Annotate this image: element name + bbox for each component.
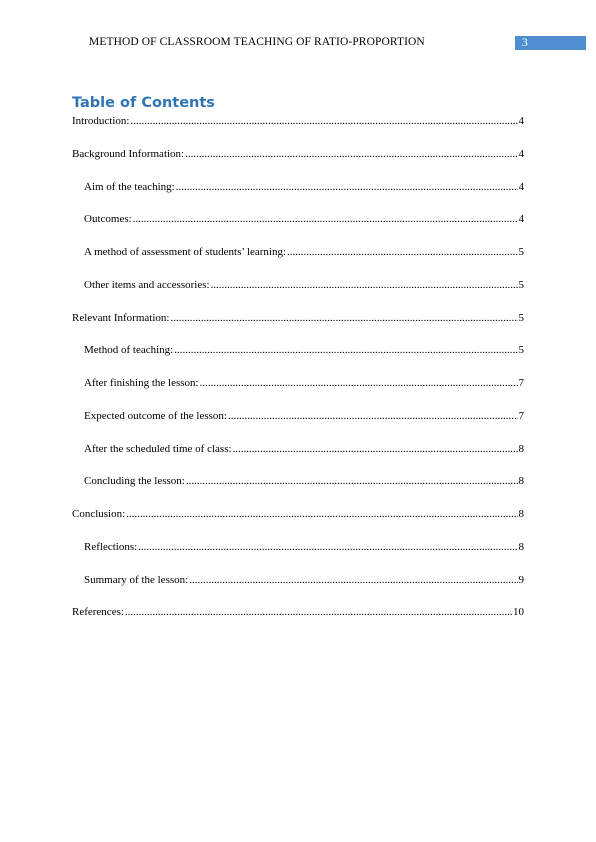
toc-dot-leader bbox=[233, 441, 518, 457]
toc-dot-leader bbox=[186, 473, 518, 489]
toc-entry-page: 8 bbox=[518, 540, 524, 553]
toc-entry-page: 7 bbox=[518, 409, 524, 422]
toc-dot-leader bbox=[200, 375, 518, 391]
toc-entry-label: Background Information: bbox=[72, 147, 185, 160]
toc-dot-leader bbox=[228, 408, 518, 424]
toc-entry-after-finishing[interactable] bbox=[72, 375, 524, 408]
toc-dot-leader bbox=[185, 146, 517, 162]
toc-entry-page: 4 bbox=[518, 213, 524, 226]
page-number-badge: 3 bbox=[515, 36, 586, 50]
toc-entry-aim-of-the-teaching[interactable] bbox=[72, 179, 524, 212]
toc-entry-label: Concluding the lesson: bbox=[84, 475, 185, 488]
toc-entry-page: 4 bbox=[518, 115, 524, 127]
toc-entry-label: Other items and accessories: bbox=[84, 278, 210, 291]
toc-entry-after-scheduled-time[interactable] bbox=[72, 441, 524, 474]
toc-entry-expected-outcome[interactable] bbox=[72, 408, 524, 441]
toc-dot-leader bbox=[174, 342, 517, 358]
toc-entry-label: After the scheduled time of class: bbox=[84, 442, 232, 455]
toc-entry-label: Aim of the teaching: bbox=[84, 180, 175, 193]
toc-dot-leader bbox=[133, 211, 518, 227]
toc-dot-leader bbox=[287, 244, 517, 260]
toc-entry-assessment-method[interactable] bbox=[72, 244, 524, 277]
toc-entry-label: Summary of the lesson: bbox=[84, 573, 189, 586]
toc-entry-conclusion[interactable] bbox=[72, 506, 524, 539]
toc-dot-leader bbox=[170, 310, 517, 326]
toc-entry-label: Reflections: bbox=[84, 540, 138, 553]
toc-entry-concluding-lesson[interactable] bbox=[72, 473, 524, 506]
toc-entry-page: 5 bbox=[518, 311, 524, 324]
toc-entry-label: Expected outcome of the lesson: bbox=[84, 409, 227, 422]
toc-entry-label: After finishing the lesson: bbox=[84, 377, 199, 389]
toc-dot-leader bbox=[130, 113, 517, 129]
toc-entry-label: References: bbox=[72, 606, 124, 619]
toc-entry-page: 8 bbox=[518, 475, 524, 488]
toc-entry-other-items[interactable] bbox=[72, 277, 524, 310]
toc-entry-outcomes[interactable] bbox=[72, 211, 524, 244]
toc-entry-background-information[interactable] bbox=[72, 146, 524, 179]
table-of-contents bbox=[72, 113, 524, 637]
toc-entry-references[interactable] bbox=[72, 604, 524, 637]
toc-entry-label: Outcomes: bbox=[84, 213, 132, 226]
toc-entry-page: 4 bbox=[518, 180, 524, 193]
toc-entry-page: 5 bbox=[518, 344, 524, 357]
toc-heading: Table of Contents bbox=[72, 95, 215, 111]
toc-dot-leader bbox=[126, 506, 517, 522]
toc-entry-page: 8 bbox=[518, 508, 524, 520]
toc-entry-relevant-information[interactable] bbox=[72, 310, 524, 343]
toc-entry-page: 9 bbox=[518, 573, 524, 586]
toc-entry-page: 5 bbox=[518, 278, 524, 291]
toc-entry-label: Introduction: bbox=[72, 115, 130, 127]
toc-dot-leader bbox=[125, 604, 512, 620]
toc-entry-page: 4 bbox=[518, 147, 524, 160]
toc-entry-page: 7 bbox=[518, 377, 524, 389]
toc-entry-method-of-teaching[interactable] bbox=[72, 342, 524, 375]
toc-entry-label: A method of assessment of students’ learning: bbox=[84, 246, 287, 258]
toc-entry-summary[interactable] bbox=[72, 572, 524, 605]
toc-entry-label: Conclusion: bbox=[72, 508, 126, 520]
toc-entry-label: Method of teaching: bbox=[84, 344, 174, 357]
toc-entry-introduction[interactable] bbox=[72, 113, 524, 146]
toc-entry-label: Relevant Information: bbox=[72, 311, 170, 324]
toc-entry-reflections[interactable] bbox=[72, 539, 524, 572]
toc-dot-leader bbox=[176, 179, 518, 195]
toc-dot-leader bbox=[189, 572, 517, 588]
running-header-title: METHOD OF CLASSROOM TEACHING OF RATIO-PROPORTION bbox=[89, 36, 425, 48]
toc-entry-page: 10 bbox=[513, 606, 524, 619]
toc-dot-leader bbox=[138, 539, 517, 555]
toc-dot-leader bbox=[211, 277, 518, 293]
toc-entry-page: 5 bbox=[518, 246, 524, 258]
toc-entry-page: 8 bbox=[518, 442, 524, 455]
